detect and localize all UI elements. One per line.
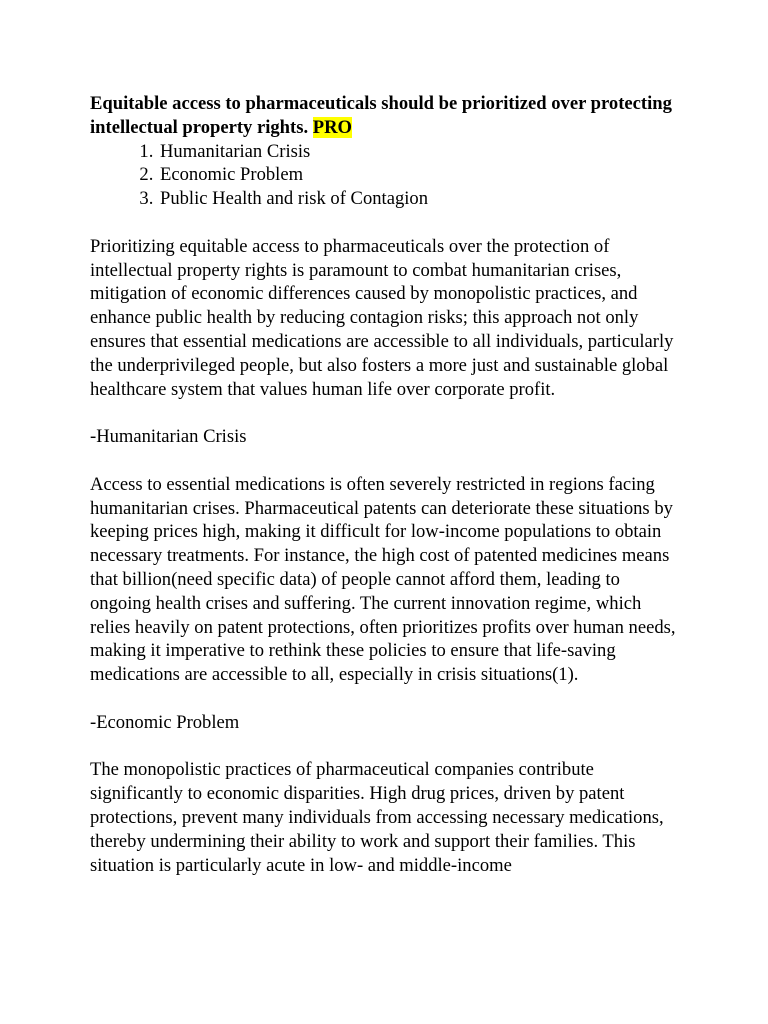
section-body-humanitarian: Access to essential medications is often severely restricted in regions facing humanitarian crises. Pharmaceutical patents can deteriorate these situations by keeping prices high, making it difficult for low-income populations to obtain necessary treatments. For instance, the high cost of patented medicines means that billion(need specific data) of people cannot afford them, leading to ongoing health crises and suffering. The current innovation regime, which relies heavily on patent protections, often prioritizes profits over human needs, making it imperative to rethink these policies to ensure that life-saving medications are accessible to all, especially in crisis situations(1). xyxy=(90,473,676,686)
spacer xyxy=(90,211,682,235)
spacer xyxy=(90,735,682,759)
list-item: 3. Public Health and risk of Contagion xyxy=(158,187,682,211)
list-item: 1. Humanitarian Crisis xyxy=(158,140,682,164)
section-heading-humanitarian: -Humanitarian Crisis xyxy=(90,426,247,448)
intro-paragraph: Prioritizing equitable access to pharmaceuticals over the protection of intellectual property rights is paramount to combat humanitarian crises, mitigation of economic differences caused by monopolistic practices, and enhance public health by reducing contagion risks; this approach not only ensures that essential medications are accessible to all individuals, particularly the underprivileged people, but also fosters a more just and sustainable global healthcare system that values human life over corporate profit. xyxy=(90,235,674,400)
section-body-economic: The monopolistic practices of pharmaceutical companies contribute significantly to economic disparities. High drug prices, driven by patent protections, prevent many individuals from accessing necessary medications, thereby undermining their ability to work and support their families. This situation is particularly acute in low- and middle-income xyxy=(90,759,664,876)
title-text: Equitable access to pharmaceuticals should be prioritized over protecting intellectual property rights. xyxy=(90,93,672,138)
list-item: 2. Economic Problem xyxy=(158,163,682,187)
argument-list xyxy=(90,140,682,211)
spacer xyxy=(90,687,682,711)
section-heading-economic: -Economic Problem xyxy=(90,711,240,733)
spacer xyxy=(90,449,682,473)
document-title xyxy=(90,92,682,140)
spacer xyxy=(90,401,682,425)
pro-tag: PRO xyxy=(312,116,353,138)
document-page xyxy=(90,92,682,877)
